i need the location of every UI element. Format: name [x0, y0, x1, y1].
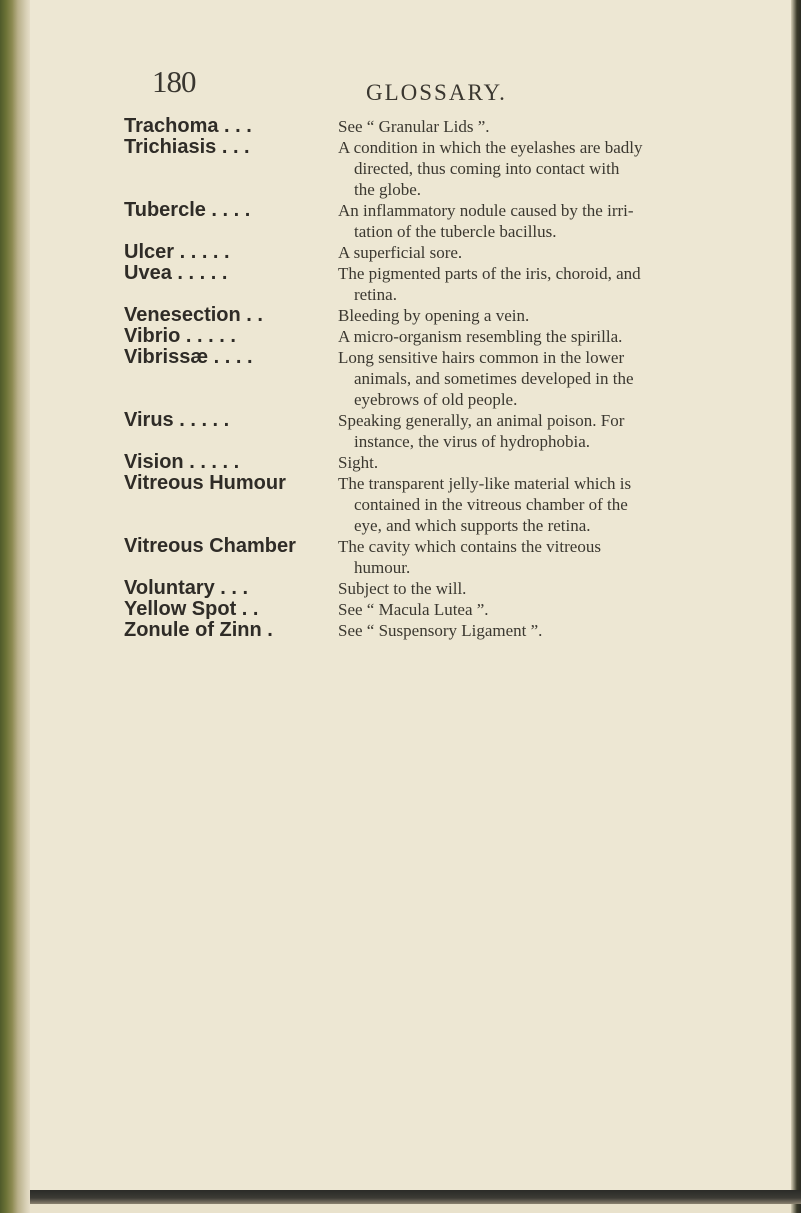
glossary-entries [124, 116, 764, 641]
glossary-term: Trichiasis . . . [124, 137, 250, 158]
definition-line: Speaking generally, an animal poison. For [338, 411, 625, 430]
running-head: GLOSSARY. [366, 80, 507, 105]
definition-line: retina. [354, 285, 397, 304]
definition-line: The transparent jelly-like material which is [338, 474, 632, 493]
page-edge [791, 0, 801, 1213]
definition-line: An inflammatory nodule caused by the irri- [338, 201, 634, 220]
glossary-entry [124, 599, 764, 620]
glossary-entry [124, 263, 764, 305]
glossary-term: Zonule of Zinn . [124, 620, 273, 641]
definition-line: contained in the vitreous chamber of the [354, 495, 628, 514]
glossary-term: Vibrissæ . . . . [124, 347, 253, 368]
bottom-edge [30, 1190, 801, 1204]
glossary-definition [338, 599, 764, 620]
glossary-entry [124, 305, 764, 326]
glossary-definition [338, 242, 764, 263]
definition-line: humour. [354, 558, 411, 577]
definition-line: directed, thus coming into contact with [354, 159, 620, 178]
definition-line: animals, and sometimes developed in the [354, 369, 634, 388]
definition-line: eye, and which supports the retina. [354, 516, 591, 535]
glossary-term: Virus . . . . . [124, 410, 230, 431]
glossary-definition [338, 410, 764, 452]
glossary-definition [338, 326, 764, 347]
glossary-entry [124, 347, 764, 410]
glossary-definition [338, 536, 764, 578]
definition-line: the globe. [354, 180, 422, 199]
definition-line: See “ Macula Lutea ”. [338, 600, 489, 619]
glossary-term: Voluntary . . . [124, 578, 249, 599]
glossary-entry [124, 536, 764, 578]
glossary-definition [338, 452, 764, 473]
definition-line: eyebrows of old people. [354, 390, 518, 409]
glossary-term: Vitreous Humour [124, 473, 286, 494]
glossary-definition [338, 305, 764, 326]
definition-line: A condition in which the eyelashes are badly [338, 138, 643, 157]
glossary-entry [124, 116, 764, 137]
glossary-entry [124, 578, 764, 599]
glossary-entry [124, 326, 764, 347]
glossary-entry [124, 473, 764, 536]
glossary-entry [124, 242, 764, 263]
glossary-term: Yellow Spot . . [124, 599, 259, 620]
glossary-definition [338, 578, 764, 599]
glossary-term: Tubercle . . . . [124, 200, 251, 221]
glossary-entry [124, 200, 764, 242]
glossary-entry [124, 410, 764, 452]
glossary-term: Venesection . . [124, 305, 263, 326]
glossary-term: Uvea . . . . . [124, 263, 228, 284]
definition-line: See “ Suspensory Ligament ”. [338, 621, 543, 640]
glossary-term: Trachoma . . . [124, 116, 252, 137]
glossary-entry [124, 452, 764, 473]
definition-line: A superficial sore. [338, 243, 463, 262]
glossary-entry [124, 137, 764, 200]
glossary-definition [338, 620, 764, 641]
definition-line: Bleeding by opening a vein. [338, 306, 530, 325]
glossary-term: Ulcer . . . . . [124, 242, 230, 263]
glossary-definition [338, 347, 764, 410]
glossary-definition [338, 137, 764, 200]
definition-line: Subject to the will. [338, 579, 467, 598]
definition-line: The cavity which contains the vitreous [338, 537, 601, 556]
definition-line: tation of the tubercle bacillus. [354, 222, 557, 241]
glossary-term: Vision . . . . . [124, 452, 240, 473]
definition-line: instance, the virus of hydrophobia. [354, 432, 591, 451]
definition-line: See “ Granular Lids ”. [338, 117, 490, 136]
glossary-entry [124, 620, 764, 641]
glossary-definition [338, 473, 764, 536]
glossary-term: Vibrio . . . . . [124, 326, 236, 347]
definition-line: Sight. [338, 453, 379, 472]
page-number: 180 [152, 64, 196, 99]
glossary-definition [338, 263, 764, 305]
definition-line: A micro-organism resembling the spirilla. [338, 327, 623, 346]
glossary-term: Vitreous Chamber [124, 536, 296, 557]
definition-line: The pigmented parts of the iris, choroid, and [338, 264, 641, 283]
book-binding [0, 0, 30, 1213]
glossary-definition [338, 200, 764, 242]
definition-line: Long sensitive hairs common in the lower [338, 348, 625, 367]
glossary-definition [338, 116, 764, 137]
